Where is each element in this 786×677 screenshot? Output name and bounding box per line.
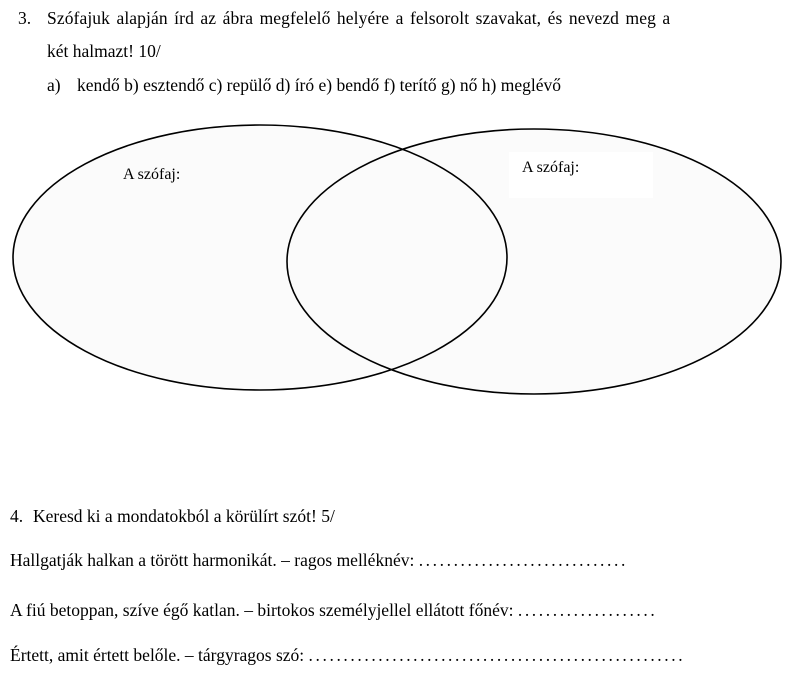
sentence-text: Értett, amit értett belőle. – tárgyragos szó: xyxy=(10,645,309,665)
right-set-label: A szófaj: xyxy=(522,159,580,176)
right-set-label-box xyxy=(509,152,653,198)
venn-diagram xyxy=(0,110,786,410)
task3-word-list: kendő b) esztendő c) repülő d) író e) bendő f) terítő g) nő h) meglévő xyxy=(77,75,562,95)
sentence-text: A fiú betoppan, szíve égő katlan. – birtokos személyjellel ellátott főnév: xyxy=(10,600,518,620)
task3-instruction-line1: Szófajuk alapján írd az ábra megfelelő helyére a felsorolt szavakat, és nevezd meg a xyxy=(47,8,671,28)
sentence-line xyxy=(10,600,657,621)
answer-dotted-line: .................... xyxy=(517,600,658,620)
answer-dotted-line: .............................. xyxy=(418,550,628,570)
sentence-line xyxy=(10,550,628,571)
sentence-line xyxy=(10,645,685,666)
left-set-label: A szófaj: xyxy=(123,166,181,183)
sentence-text: Hallgatják halkan a törött harmonikát. – ragos melléknév: xyxy=(10,550,419,570)
task3-number: 3. xyxy=(18,8,32,28)
task3-instruction-line2: két halmazt! 10/ xyxy=(47,41,161,61)
answer-dotted-line: ...................................................... xyxy=(308,645,686,665)
task4-number: 4. xyxy=(10,506,24,526)
task4-instruction: Keresd ki a mondatokból a körülírt szót! 5/ xyxy=(33,506,335,526)
task3-list-marker: a) xyxy=(47,75,61,95)
